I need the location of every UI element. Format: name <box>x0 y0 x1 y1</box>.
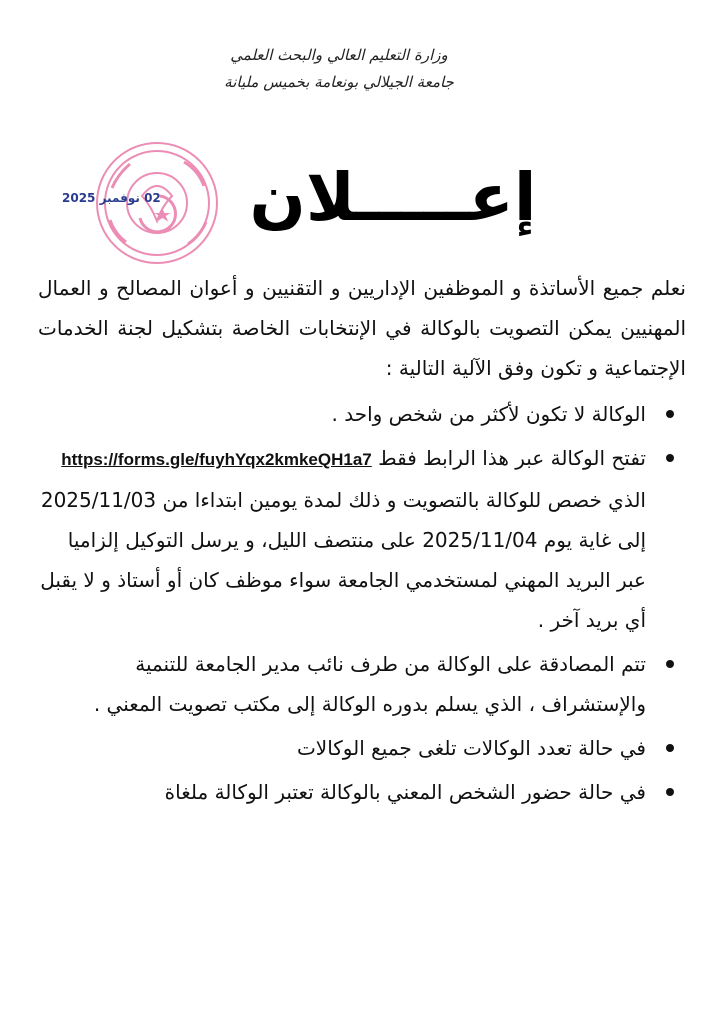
university-name: جامعة الجيلالي بونعامة بخميس مليانة <box>224 73 454 91</box>
list-item <box>38 728 686 768</box>
list-item-text: الذي خصص للوكالة بالتصويت و ذلك لمدة يومين ابتداءا من 2025/11/03 إلى غاية يوم 2025/11/04 على منتصف الليل، و يرسل التوكيل إلزاميا عبر البريد المهني لمستخدمي الجامعة سواء موظف كان أو أستاذ و لا يقبل أي بريد آخر . <box>40 488 646 632</box>
bullet-icon <box>666 744 674 752</box>
list-item <box>38 394 686 434</box>
date-stamp: 2025 ‫02 نوفمبر‬ <box>62 191 161 205</box>
letterhead <box>209 42 469 96</box>
list-item <box>38 644 686 724</box>
announcement-title: إعـــــلان <box>249 159 537 236</box>
bullet-icon <box>666 454 674 462</box>
bullet-icon <box>666 660 674 668</box>
forms-link[interactable]: https://forms.gle/fuyhYqx2kmkeQH1a7 <box>61 450 372 469</box>
list-item-text: في حالة حضور الشخص المعني بالوكالة تعتبر الوكالة ملغاة <box>164 780 646 804</box>
list-item-text: تفتح الوكالة عبر هذا الرابط فقط <box>378 446 646 470</box>
list-item-text: في حالة تعدد الوكالات تلغى جميع الوكالات <box>296 736 646 760</box>
bullet-icon <box>666 410 674 418</box>
list-item <box>38 772 686 812</box>
intro-paragraph: نعلم جميع الأساتذة و الموظفين الإداريين و التقنيين و أعوان المصالح و العمال المهنيين يمكن التصويت بالوكالة في الإنتخابات الخاصة بتشكيل لجنة الخدمات الإجتماعية و تكون وفق الآلية التالية : <box>38 276 686 380</box>
list-item-text: تتم المصادقة على الوكالة من طرف نائب مدير الجامعة للتنمية والإستشراف ، الذي يسلم بدوره الوكالة إلى مكتب تصويت المعني . <box>93 652 646 716</box>
ministry-name: وزارة التعليم العالي والبحث العلمي <box>230 46 448 64</box>
list-item-text: الوكالة لا تكون لأكثر من شخص واحد . <box>331 402 646 426</box>
list-item <box>38 438 686 640</box>
rules-list <box>38 394 686 816</box>
bullet-icon <box>666 788 674 796</box>
